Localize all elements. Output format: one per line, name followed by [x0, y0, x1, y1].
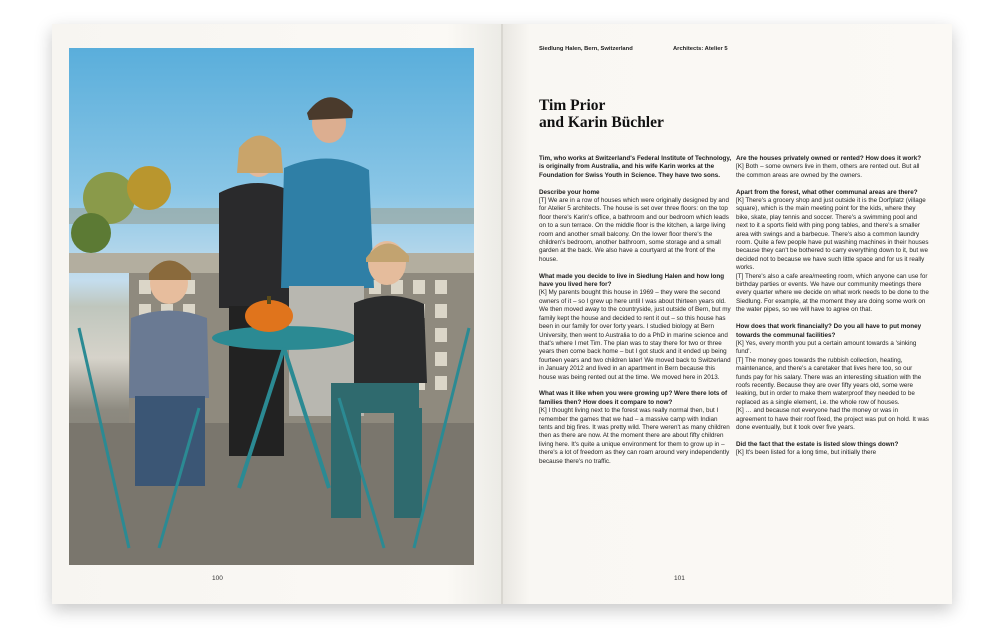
answer: [T] We are in a row of houses which were originally designed by and for Atelier 5 architects. The house is set over three floors: on the top floor there's Karin's office, a bathroom and our bedroom which leads on to a sun terrace. On the middle floor is the kitchen, a large living room and another small balcony. On the lower floor there's the children's bedroom, another bathroom, some storage and a small garden at the back. We also have a courtyard at the front of the house. [539, 197, 729, 263]
question: Did the fact that the estate is listed slow things down? [736, 440, 899, 448]
answer: [K] Both – some owners live in them, others are rented out. But all the common areas are owned by the owners. [736, 163, 920, 179]
qa-block [736, 155, 929, 180]
book-spread [52, 24, 952, 604]
answer: [K] I thought living next to the forest was really normal then, but I remember the games that we had – a massive camp with Indian tents and big fires. It was pretty wild. There weren't as many children then as there are now. At the moment there are about fifty children living here. It's quite a unique environment for them to grow up in – there's a lot of freedom as they can roam around very independently because there's no traffic. [539, 407, 730, 465]
text-column-1 [539, 155, 732, 474]
qa-block [736, 189, 929, 315]
title-line-2: and Karin Büchler [539, 114, 664, 131]
running-head-location: Siedlung Halen, Bern, Switzerland [539, 46, 633, 52]
running-head-architects: Architects: Atelier 5 [673, 46, 728, 52]
right-page [503, 24, 952, 604]
text-column-2 [736, 155, 929, 466]
qa-block [736, 441, 929, 458]
answer-continued: [K] … and because not everyone had the money or was in agreement to have their roof fixed, the project was put on hold. It was done eventually, but it took over five years. [736, 407, 929, 431]
question: Are the houses privately owned or rented? How does it work? [736, 155, 922, 162]
answer-continued: [T] There's also a cafe area/meeting room, which anyone can use for birthday parties or events. We have our community meetings there every quarter where we decide on what work needs to be done to the Siedlung. For example, at the moment they are doing some work on the water pipes, so we will have to agree on that. [736, 272, 929, 314]
answer: [K] There's a grocery shop and just outside it is the Dorfplatz (village square), which is the main meeting point for the kids, where they bike, skate, play tennis and soccer. There's a swimming pool and next to it a sports field with ping pong tables, and there's a smaller area with swings and a barbecue. There's also a common laundry room. Quite a few people have put washing machines in their houses because they can't be bothered to carry everything down to it, but we decided not to because we have such little space and for us it really works. [736, 197, 929, 272]
question: Apart from the forest, what other communal areas are there? [736, 188, 918, 196]
qa-block [539, 189, 732, 265]
answer: [K] Yes, every month you put a certain amount towards a 'sinking fund'. [736, 339, 917, 356]
article-title [539, 97, 664, 131]
photo-illustration [69, 48, 474, 565]
title-line-1: Tim Prior [539, 97, 606, 114]
question: What made you decide to live in Siedlung Halen and how long have you lived here for? [539, 272, 725, 289]
question: How does that work financially? Do you all have to put money towards the communal facilities? [736, 323, 922, 339]
qa-block [736, 323, 929, 432]
left-page [52, 24, 501, 604]
question: What was it like when you were growing up? Were there lots of families then? How does it compare to now? [539, 390, 728, 406]
page-number-right: 101 [674, 575, 685, 582]
page-number-left: 100 [212, 575, 223, 582]
answer: [K] My parents bought this house in 1969 – they were the second owners of it – so I grew up here until I was about thirteen years old. We then moved away to the countryside, just outside of Bern, but my family kept the house and decided to rent it out – so this house has been in our family for over forty years. I studied biology at Bern University, then went to Australia to do a PhD in marine science and that's where I met Tim. The plan was to stay there for two or three years then come back home – but I got stuck and it ended up being fourteen years and two children later! We moved back to Switzerland in January 2012 and lived in an apartment in Bern because this house was being rented out at the time. We moved here in 2013. [539, 289, 731, 381]
answer-continued: [T] The money goes towards the rubbish collection, heating, maintenance, and there's a caretaker that lives here too, so our funds pay for his salary. There was an interesting situation with the roofs recently. Because they are over fifty years old, some were leaking, but in order to make them waterproof they needed to be replaced as a single element, i.e. the whole row of houses. [736, 356, 922, 406]
answer: [K] It's been listed for a long time, but initially there [736, 449, 877, 457]
family-photo [69, 48, 474, 565]
qa-block [539, 390, 732, 466]
question: Describe your home [539, 188, 600, 196]
qa-block [539, 273, 732, 382]
intro-paragraph: Tim, who works at Switzerland's Federal Institute of Technology, is originally from Australia, and his wife Karin works at the Foundation for Swiss Youth in Science. They have two sons. [539, 155, 732, 179]
